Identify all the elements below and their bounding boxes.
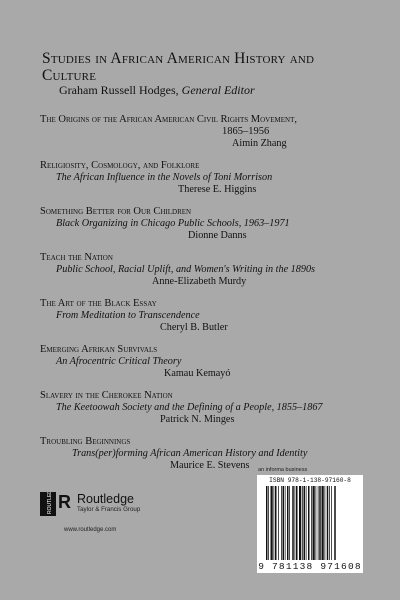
book-subtitle: Trans(per)forming African American History and Identity [72, 448, 308, 459]
barcode-bar [287, 486, 289, 560]
barcode-bar [316, 486, 317, 560]
publisher-group: Taylor & Francis Group [77, 506, 141, 513]
barcode-bar [283, 486, 285, 560]
barcode-digits: 9 781138 971608 [258, 561, 362, 572]
book-subtitle: From Meditation to Transcendence [56, 310, 200, 321]
book-title-continued: 1865–1956 [222, 126, 270, 137]
book-title: Something Better for Our Children [40, 206, 192, 217]
book-title: The Origins of the African American Civil Rights Movement, [40, 114, 297, 125]
book-title: Slavery in the Cherokee Nation [40, 390, 173, 401]
list-item [40, 436, 360, 472]
barcode-bar [289, 486, 290, 560]
list-item [40, 114, 360, 150]
barcode-bar [299, 486, 301, 560]
barcode-bar [266, 486, 268, 560]
barcode-bar [295, 486, 296, 560]
barcode-bar [281, 486, 282, 560]
barcode-bars-icon [266, 486, 354, 560]
barcode-bar [311, 486, 312, 560]
book-title: Teach the Nation [40, 252, 113, 263]
book-author: Dionne Danns [188, 230, 247, 241]
barcode-bar [319, 486, 321, 560]
barcode-bar [325, 486, 326, 560]
barcode-bar [296, 486, 298, 560]
barcode-bar [322, 486, 324, 560]
barcode-bar [329, 486, 330, 560]
barcode-bar [285, 486, 286, 560]
logo-side-text: ROUTLEDGE [47, 492, 53, 514]
barcode [257, 475, 363, 573]
barcode-bar [292, 486, 294, 560]
list-item [40, 160, 360, 196]
barcode-bar [302, 486, 303, 560]
barcode-bar [271, 486, 273, 560]
barcode-bar [274, 486, 275, 560]
list-item [40, 252, 360, 288]
publisher-name: Routledge [77, 492, 134, 506]
general-editor [59, 83, 255, 98]
barcode-bar [278, 486, 279, 560]
informa-tagline: an informa business [258, 467, 308, 473]
list-item [40, 344, 360, 380]
barcode-bar [334, 486, 336, 560]
book-subtitle: The Keetoowah Society and the Defining of a People, 1855–1867 [56, 402, 323, 413]
book-author: Anne-Elizabeth Murdy [152, 276, 247, 287]
publisher-url: www.routledge.com [64, 527, 117, 533]
book-title: Religiosity, Cosmology, and Folklore [40, 160, 200, 171]
book-author: Therese E. Higgins [178, 184, 257, 195]
book-author: Patrick N. Minges [160, 414, 235, 425]
editor-role: General Editor [181, 83, 255, 97]
barcode-bar [331, 486, 332, 560]
book-author: Kamau Kemayó [164, 368, 231, 379]
book-subtitle: Black Organizing in Chicago Public Schools, 1963–1971 [56, 218, 290, 229]
book-author: Maurice E. Stevens [170, 460, 250, 471]
list-item [40, 298, 360, 334]
series-title: Studies in African American History and Culture [42, 50, 315, 84]
list-item [40, 390, 360, 426]
barcode-bar [275, 486, 277, 560]
editor-name: Graham Russell Hodges, [59, 83, 179, 97]
barcode-bar [304, 486, 306, 560]
list-item [40, 206, 360, 242]
routledge-r-icon: R [58, 492, 71, 512]
book-subtitle: Public School, Racial Uplift, and Women's Writing in the 1890s [56, 264, 316, 275]
routledge-logo-icon [40, 492, 56, 516]
book-subtitle: An Afrocentric Critical Theory [56, 356, 182, 367]
barcode-bar [318, 486, 319, 560]
barcode-bar [268, 486, 269, 560]
book-title: The Art of the Black Essay [40, 298, 157, 309]
book-subtitle: The African Influence in the Novels of Toni Morrison [56, 172, 273, 183]
barcode-bar [313, 486, 315, 560]
book-author: Aimin Zhang [232, 138, 287, 149]
barcode-bar [306, 486, 307, 560]
book-list [40, 114, 360, 482]
book-author: Cheryl B. Butler [160, 322, 228, 333]
book-title: Emerging Afrikan Survivals [40, 344, 158, 355]
barcode-bar [327, 486, 329, 560]
barcode-bar [308, 486, 310, 560]
book-title: Troubling Beginnings [40, 436, 131, 447]
isbn-text: ISBN 978-1-138-97160-8 [269, 477, 351, 484]
